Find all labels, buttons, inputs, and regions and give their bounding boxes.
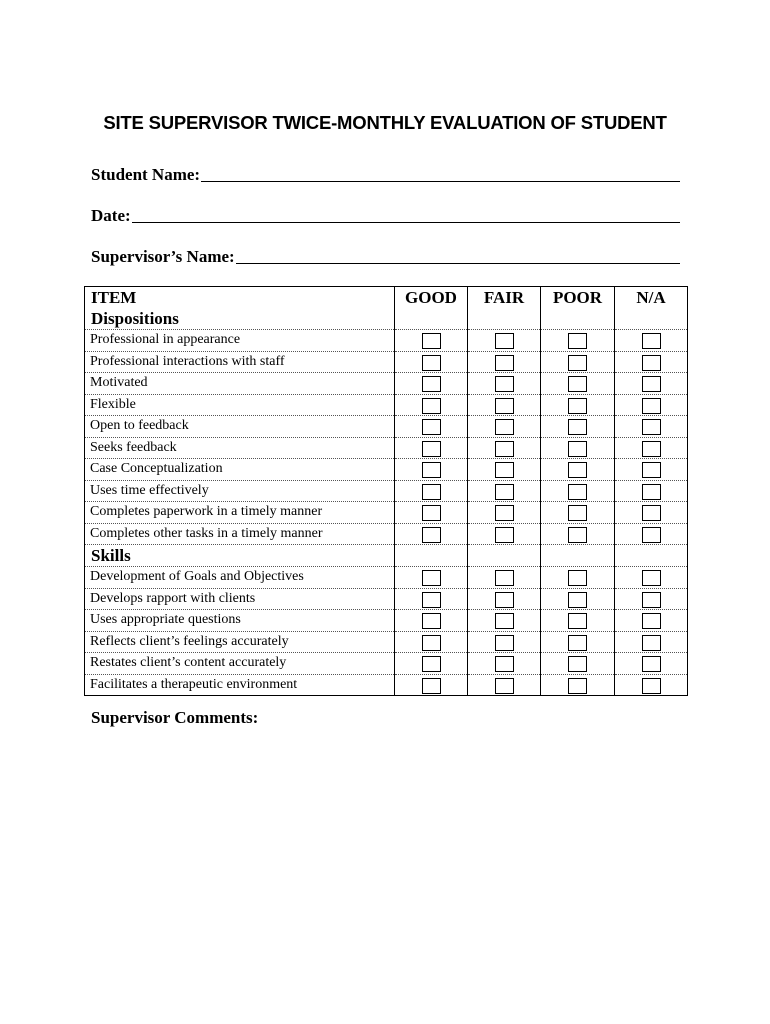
- rating-cell-poor: [541, 394, 615, 416]
- rating-cell-poor: [541, 674, 615, 696]
- rating-cell-poor: [541, 610, 615, 632]
- item-label: Professional in appearance: [85, 330, 395, 352]
- supervisor-name-line[interactable]: [236, 263, 680, 264]
- checkbox-poor[interactable]: [568, 656, 587, 672]
- checkbox-good[interactable]: [422, 656, 441, 672]
- checkbox-fair[interactable]: [495, 376, 514, 392]
- checkbox-poor[interactable]: [568, 484, 587, 500]
- rating-cell-poor: [541, 416, 615, 438]
- item-label: Open to feedback: [85, 416, 395, 438]
- rating-cell-good: [395, 437, 468, 459]
- table-row: [85, 437, 688, 459]
- checkbox-na[interactable]: [642, 441, 661, 457]
- rating-cell-fair: [468, 416, 541, 438]
- checkbox-good[interactable]: [422, 570, 441, 586]
- checkbox-poor[interactable]: [568, 398, 587, 414]
- checkbox-na[interactable]: [642, 376, 661, 392]
- checkbox-fair[interactable]: [495, 505, 514, 521]
- checkbox-na[interactable]: [642, 656, 661, 672]
- rating-cell-na: [615, 437, 688, 459]
- rating-cell-fair: [468, 394, 541, 416]
- checkbox-good[interactable]: [422, 376, 441, 392]
- section-title: Dispositions: [85, 308, 395, 330]
- item-label: Seeks feedback: [85, 437, 395, 459]
- date-field[interactable]: [91, 204, 680, 226]
- student-name-line[interactable]: [201, 181, 680, 182]
- rating-cell-poor: [541, 523, 615, 545]
- table-row: [85, 351, 688, 373]
- table-row: [85, 631, 688, 653]
- section-empty-cell: [615, 545, 688, 567]
- rating-cell-good: [395, 674, 468, 696]
- header-good: GOOD: [395, 287, 468, 309]
- checkbox-fair[interactable]: [495, 484, 514, 500]
- rating-cell-fair: [468, 610, 541, 632]
- checkbox-good[interactable]: [422, 527, 441, 543]
- checkbox-poor[interactable]: [568, 376, 587, 392]
- checkbox-good[interactable]: [422, 678, 441, 694]
- item-label: Completes other tasks in a timely manner: [85, 523, 395, 545]
- rating-cell-na: [615, 480, 688, 502]
- table-row: [85, 373, 688, 395]
- rating-cell-good: [395, 502, 468, 524]
- rating-cell-fair: [468, 373, 541, 395]
- rating-cell-fair: [468, 523, 541, 545]
- item-label: Motivated: [85, 373, 395, 395]
- checkbox-poor[interactable]: [568, 613, 587, 629]
- table-row: [85, 480, 688, 502]
- rating-cell-fair: [468, 653, 541, 675]
- section-empty-cell: [615, 308, 688, 330]
- item-label: Develops rapport with clients: [85, 588, 395, 610]
- rating-cell-na: [615, 674, 688, 696]
- rating-cell-poor: [541, 480, 615, 502]
- section-empty-cell: [541, 545, 615, 567]
- checkbox-na[interactable]: [642, 505, 661, 521]
- table-row: [85, 674, 688, 696]
- evaluation-table: [84, 286, 688, 696]
- item-label: Facilitates a therapeutic environment: [85, 674, 395, 696]
- checkbox-na[interactable]: [642, 333, 661, 349]
- rating-cell-na: [615, 653, 688, 675]
- rating-cell-fair: [468, 459, 541, 481]
- checkbox-fair[interactable]: [495, 527, 514, 543]
- student-name-label: Student Name:: [91, 165, 201, 184]
- rating-cell-good: [395, 459, 468, 481]
- checkbox-good[interactable]: [422, 613, 441, 629]
- table-row: [85, 459, 688, 481]
- table-header-row: [85, 287, 688, 309]
- checkbox-na[interactable]: [642, 462, 661, 478]
- table-row: [85, 588, 688, 610]
- checkbox-good[interactable]: [422, 592, 441, 608]
- table-row: [85, 610, 688, 632]
- rating-cell-poor: [541, 653, 615, 675]
- checkbox-fair[interactable]: [495, 355, 514, 371]
- checkbox-good[interactable]: [422, 441, 441, 457]
- rating-cell-good: [395, 416, 468, 438]
- rating-cell-good: [395, 588, 468, 610]
- checkbox-good[interactable]: [422, 355, 441, 371]
- rating-cell-poor: [541, 330, 615, 352]
- table-row: [85, 416, 688, 438]
- item-label: Uses appropriate questions: [85, 610, 395, 632]
- table-row: [85, 567, 688, 589]
- checkbox-good[interactable]: [422, 419, 441, 435]
- checkbox-fair[interactable]: [495, 398, 514, 414]
- checkbox-na[interactable]: [642, 484, 661, 500]
- rating-cell-na: [615, 502, 688, 524]
- item-label: Development of Goals and Objectives: [85, 567, 395, 589]
- item-label: Completes paperwork in a timely manner: [85, 502, 395, 524]
- rating-cell-na: [615, 416, 688, 438]
- date-label: Date:: [91, 206, 131, 225]
- rating-cell-na: [615, 523, 688, 545]
- checkbox-fair[interactable]: [495, 592, 514, 608]
- checkbox-na[interactable]: [642, 398, 661, 414]
- checkbox-fair[interactable]: [495, 613, 514, 629]
- checkbox-poor[interactable]: [568, 462, 587, 478]
- rating-cell-na: [615, 459, 688, 481]
- rating-cell-poor: [541, 631, 615, 653]
- section-empty-cell: [468, 545, 541, 567]
- supervisor-name-field[interactable]: [91, 245, 680, 267]
- checkbox-na[interactable]: [642, 592, 661, 608]
- table-row: [85, 523, 688, 545]
- checkbox-fair[interactable]: [495, 635, 514, 651]
- student-name-field[interactable]: [91, 163, 680, 185]
- checkbox-good[interactable]: [422, 484, 441, 500]
- rating-cell-good: [395, 523, 468, 545]
- rating-cell-good: [395, 351, 468, 373]
- rating-cell-fair: [468, 330, 541, 352]
- rating-cell-fair: [468, 631, 541, 653]
- checkbox-fair[interactable]: [495, 570, 514, 586]
- checkbox-fair[interactable]: [495, 656, 514, 672]
- header-na: N/A: [615, 287, 688, 309]
- rating-cell-good: [395, 567, 468, 589]
- section-empty-cell: [541, 308, 615, 330]
- checkbox-poor[interactable]: [568, 570, 587, 586]
- rating-cell-poor: [541, 588, 615, 610]
- rating-cell-fair: [468, 351, 541, 373]
- section-row: [85, 308, 688, 330]
- item-label: Reflects client’s feelings accurately: [85, 631, 395, 653]
- form-title: SITE SUPERVISOR TWICE-MONTHLY EVALUATION OF STUDENT: [103, 112, 667, 133]
- rating-cell-na: [615, 394, 688, 416]
- checkbox-poor[interactable]: [568, 635, 587, 651]
- supervisor-comments-label: Supervisor Comments:: [91, 708, 259, 727]
- table-row: [85, 502, 688, 524]
- rating-cell-poor: [541, 502, 615, 524]
- header-item: ITEM: [85, 287, 395, 309]
- rating-cell-good: [395, 394, 468, 416]
- checkbox-na[interactable]: [642, 635, 661, 651]
- rating-cell-fair: [468, 480, 541, 502]
- header-fair: FAIR: [468, 287, 541, 309]
- rating-cell-poor: [541, 351, 615, 373]
- checkbox-poor[interactable]: [568, 441, 587, 457]
- section-empty-cell: [468, 308, 541, 330]
- checkbox-na[interactable]: [642, 527, 661, 543]
- checkbox-fair[interactable]: [495, 333, 514, 349]
- rating-cell-na: [615, 567, 688, 589]
- item-label: Restates client’s content accurately: [85, 653, 395, 675]
- checkbox-good[interactable]: [422, 333, 441, 349]
- checkbox-poor[interactable]: [568, 527, 587, 543]
- table-row: [85, 394, 688, 416]
- date-line[interactable]: [132, 222, 680, 223]
- rating-cell-poor: [541, 567, 615, 589]
- item-label: Case Conceptualization: [85, 459, 395, 481]
- rating-cell-fair: [468, 674, 541, 696]
- rating-cell-good: [395, 653, 468, 675]
- section-empty-cell: [395, 308, 468, 330]
- rating-cell-fair: [468, 502, 541, 524]
- checkbox-na[interactable]: [642, 678, 661, 694]
- table-row: [85, 330, 688, 352]
- rating-cell-na: [615, 610, 688, 632]
- rating-cell-good: [395, 610, 468, 632]
- checkbox-poor[interactable]: [568, 419, 587, 435]
- header-poor: POOR: [541, 287, 615, 309]
- rating-cell-good: [395, 631, 468, 653]
- rating-cell-na: [615, 351, 688, 373]
- rating-cell-na: [615, 588, 688, 610]
- checkbox-na[interactable]: [642, 419, 661, 435]
- rating-cell-na: [615, 373, 688, 395]
- checkbox-na[interactable]: [642, 613, 661, 629]
- rating-cell-fair: [468, 567, 541, 589]
- checkbox-fair[interactable]: [495, 441, 514, 457]
- checkbox-na[interactable]: [642, 355, 661, 371]
- rating-cell-na: [615, 330, 688, 352]
- rating-cell-good: [395, 330, 468, 352]
- item-label: Uses time effectively: [85, 480, 395, 502]
- supervisor-name-label: Supervisor’s Name:: [91, 247, 235, 266]
- rating-cell-good: [395, 480, 468, 502]
- checkbox-good[interactable]: [422, 398, 441, 414]
- checkbox-fair[interactable]: [495, 419, 514, 435]
- item-label: Professional interactions with staff: [85, 351, 395, 373]
- table-row: [85, 653, 688, 675]
- checkbox-poor[interactable]: [568, 505, 587, 521]
- checkbox-poor[interactable]: [568, 592, 587, 608]
- checkbox-good[interactable]: [422, 505, 441, 521]
- checkbox-good[interactable]: [422, 635, 441, 651]
- rating-cell-na: [615, 631, 688, 653]
- section-empty-cell: [395, 545, 468, 567]
- item-label: Flexible: [85, 394, 395, 416]
- checkbox-poor[interactable]: [568, 678, 587, 694]
- section-row: [85, 545, 688, 567]
- checkbox-good[interactable]: [422, 462, 441, 478]
- checkbox-na[interactable]: [642, 570, 661, 586]
- checkbox-poor[interactable]: [568, 355, 587, 371]
- checkbox-poor[interactable]: [568, 333, 587, 349]
- rating-cell-poor: [541, 437, 615, 459]
- rating-cell-poor: [541, 373, 615, 395]
- rating-cell-poor: [541, 459, 615, 481]
- checkbox-fair[interactable]: [495, 678, 514, 694]
- checkbox-fair[interactable]: [495, 462, 514, 478]
- rating-cell-fair: [468, 437, 541, 459]
- rating-cell-fair: [468, 588, 541, 610]
- rating-cell-good: [395, 373, 468, 395]
- section-title: Skills: [85, 545, 395, 567]
